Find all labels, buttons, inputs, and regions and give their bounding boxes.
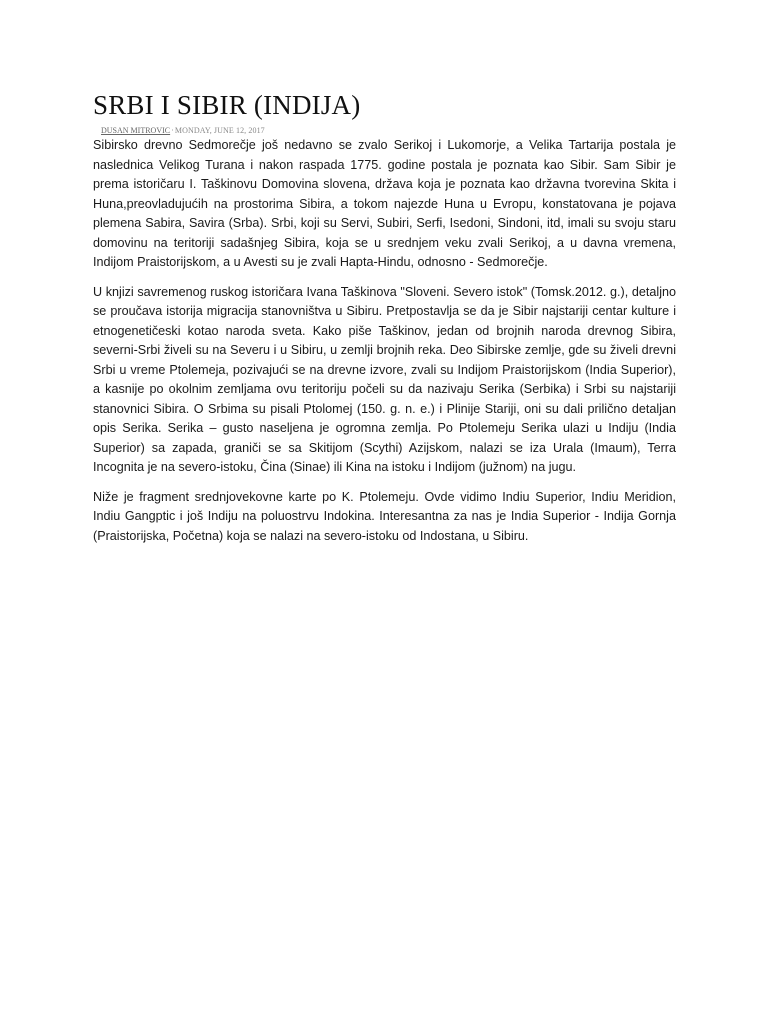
publish-date: MONDAY, JUNE 12, 2017: [174, 126, 265, 135]
article-title: SRBI I SIBIR (INDIJA): [93, 90, 361, 120]
article-byline: [101, 126, 676, 136]
article-paragraph-3: Niže je fragment srednjovekovne karte po K. Ptolemeju. Ovde vidimo Indiu Superior, Indiu Meridion, Indiu Gangptic i još Indiju na poluostrvu Indokina. Interesantna za nas je India Superior - Indija Gornja (Praistorijska, Početna) koja se nalazi na severo-istoku od Indostana, u Sibiru.: [93, 489, 676, 543]
article-paragraph-1: Sibirsko drevno Sedmorečje još nedavno se zvalo Serikoj i Lukomorje, a Velika Tartarija postala je naslednica Velikog Turana i nakon raspada 1775. godine postala je poznata kao Sibir. Sam Sibir je prema istoričaru I. Taškinovu Domovina slovena, država koja je poznata kao državna tvorevina Skita i Huna,preovladujućih na prostorima Sibira, a tokom najezde Huna u Evropu, konstatovana je pojava plemena Sabira, Savira (Srba). Srbi, koji su Servi, Subiri, Serfi, Isedoni, Sindoni, itd, imali su svoju staru domovinu na teritoriji sadašnjeg Sibira, koja se u srednjem veku zvali Serikoj, a u davna vremena, Indijom Praistorijskom, a u Avesti su je zvali Hapta-Hindu, odnosno - Sedmorečje.: [93, 138, 676, 269]
author-link[interactable]: DUSAN MITROVIC: [101, 126, 171, 135]
byline-separator: ·: [171, 126, 174, 135]
article: [93, 88, 676, 546]
article-paragraph-2: U knjizi savremenog ruskog istoričara Ivana Taškinova "Sloveni. Severo istok" (Tomsk.2012. g.), detaljno se proučava istorija migracija stanovništva u Sibiru. Pretpostavlja se da je Sibir najstariji centar kulture i etnogenetičeski kotao naroda sveta. Kako piše Taškinov, jedan od brojnih naroda drevnog Sibira, severni-Srbi živeli su na Severu i u Sibiru, u zemlji brojnih reka. Deo Sibirske zemlje, gde su živeli drevni Srbi u vreme Ptolemeja, pozivajući se na drevne izvore, zvali su Indijom Praistorijskom (India Superior), a kasnije po okolnim zemljama ovu teritoriju počeli su da nazivaju Serika (Serbika) i Srbi su najstariji stanovnici Sibira. O Srbima su pisali Ptolomej (150. g. n. e.) i Plinije Stariji, oni su dali prilično detaljan opis Serika. Serika – gusto naseljena je ogromna zemlja. Po Ptolemeju Serika ulazi u Indiju (India Superior) sa zapada, graniči se sa Skitijom (Scythi) Azijskom, nalazi se iza Urala (Imaum), Terra Incognita je na severo-istoku, Čina (Sinae) ili Kina na istoku i Indijom (južnom) na jugu.: [93, 284, 676, 474]
